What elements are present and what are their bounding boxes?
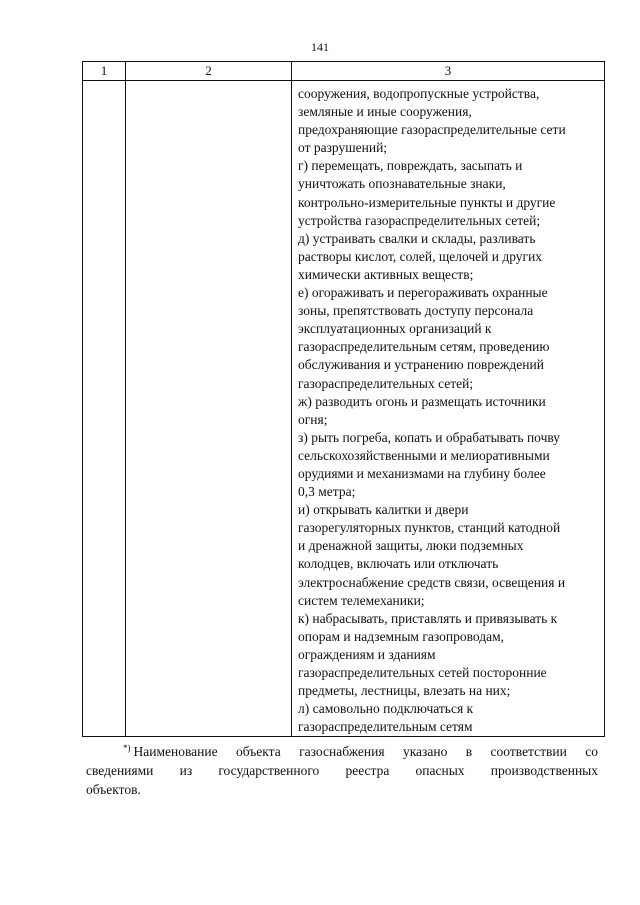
table-header-row [83,62,605,81]
text-line: орудиями и механизмами на глубину более [298,465,546,481]
text-line: л) самовольно подключаться к [298,701,474,717]
text-line: газораспределительных сетей; [298,375,474,391]
text-line: г) перемещать, повреждать, засыпать и [298,158,523,174]
text-line: 0,3 метра; [298,484,356,500]
text-line: и) открывать калитки и двери [298,502,469,518]
text-line: ограждениям и зданиям [298,646,436,662]
table-row [83,81,605,737]
text-line: газорегуляторных пунктов, станций катодной [298,520,561,536]
cell-column-1 [83,81,126,737]
text-line: д) устраивать свалки и склады, разливать [298,230,536,246]
text-line: химически активных веществ; [298,266,474,282]
prohibitions-text [292,81,604,736]
footnote-line: сведениями из государственного реестра опасных производственных [86,763,598,778]
text-line: контрольно-измерительные пункты и другие [298,194,556,210]
text-line: растворы кислот, солей, щелочей и других [298,248,543,264]
footnote-line: объектов. [86,782,141,797]
text-line: устройства газораспределительных сетей; [298,212,541,228]
text-line: сооружения, водопропускные устройства, [298,86,540,101]
header-cell-1: 1 [83,62,126,81]
text-line: эксплуатационных организаций к [298,321,492,337]
header-cell-3: 3 [292,62,605,81]
text-line: зоны, препятствовать доступу персонала [298,303,534,319]
text-line: сельскохозяйственными и мелиоративными [298,447,550,463]
text-line: предметы, лестницы, влезать на них; [298,683,511,699]
text-line: уничтожать опознавательные знаки, [298,176,506,192]
footnote-line [86,739,598,761]
requirements-table [82,61,605,737]
text-line: и дренажной защиты, люки подземных [298,538,524,554]
text-line: е) огораживать и перегораживать охранные [298,285,548,301]
text-line: обслуживания и устранению повреждений [298,357,544,373]
text-line: газораспределительным сетям [298,719,473,735]
text-line: газораспределительным сетям, проведению [298,339,550,355]
text-line: электроснабжение средств связи, освещения и [298,574,566,590]
footnote-marker: *) [123,743,131,753]
cell-column-2 [126,81,292,737]
text-line: от разрушений; [298,140,388,156]
text-line: колодцев, включать или отключать [298,556,499,572]
footnote [86,739,598,799]
header-cell-2: 2 [126,62,292,81]
text-line: систем телемеханики; [298,592,425,608]
text-line: опорам и надземным газопроводам, [298,628,504,644]
text-line: земляные и иные сооружения, [298,104,472,120]
text-line: предохраняющие газораспределительные сети [298,122,566,138]
cell-column-3 [292,81,605,737]
page-number: 141 [311,40,329,54]
text-line: к) набрасывать, приставлять и привязывать к [298,610,558,626]
text-line: ж) разводить огонь и размещать источники [298,393,546,409]
text-line: газораспределительных сетей посторонние [298,665,547,680]
text-line: з) рыть погреба, копать и обрабатывать почву [298,429,561,445]
text-line: огня; [298,411,328,427]
footnote-text: Наименование объекта газоснабжения указано в соответствии со [133,744,598,759]
